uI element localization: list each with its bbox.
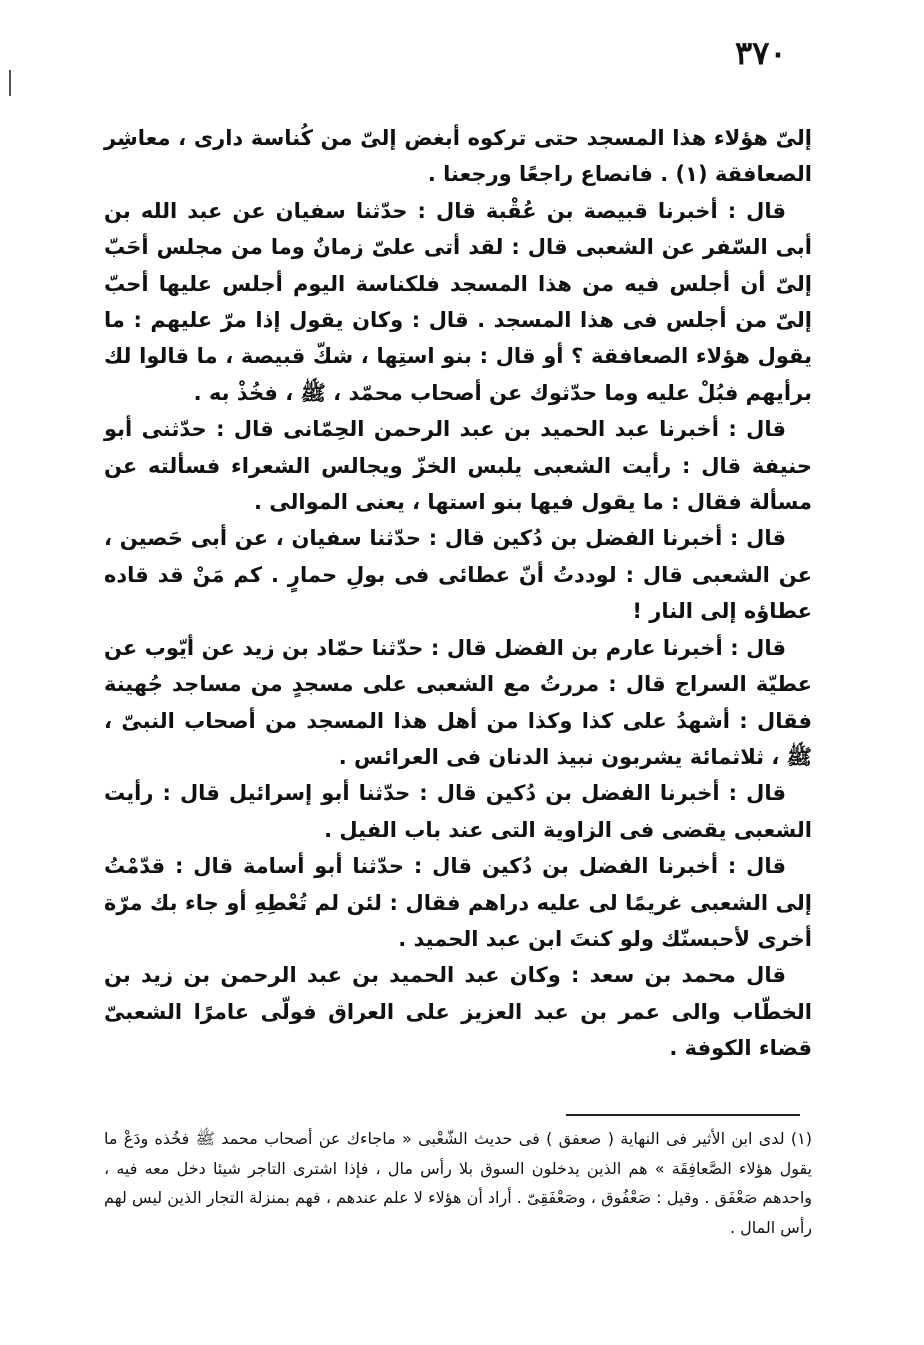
paragraph-himmani: قال : أخبرنا عبد الحميد بن عبد الرحمن الحِمّانى قال : حدّثنى أبو حنيفة قال : رأيت الشعبى يلبس الخزّ ويجالس الشعراء فسألته عن مسألة فقال : ما يقول فيها بنو استها ، يعنى الموالى . [104, 417, 812, 515]
footnote-text: (١) لدى ابن الأثير فى النهاية ( صعفق ) فى حديث الشّعْبى « ماجاءك عن أصحاب محمد ﷺ فخُذه ودَعْ ما يقول هؤلاء الصَّعافِقَة » هم الذين يدخلون السوق بلا رأس مال ، فإذا اشترى التاجر شيئا دخل معه فيه ، واحدهم صَعْفَق . وقيل : صَعْفُوق ، وصَعْفَقِىّ . أراد أن هؤلاء لا علم عندهم ، فهم بمنزلة التجار الذين ليس لهم رأس المال . [104, 1129, 812, 1237]
page-number: ٣٧٠ [735, 34, 787, 72]
paragraph-fadl-usama: قال : أخبرنا الفضل بن دُكين قال : حدّثنا أبو أسامة قال : قدّمْتُ إلى الشعبى غريمًا لى عليه دراهم فقال : لئن لم تُعْطِهِ أو جاء بك مرّة أخرى لأحبسنّك ولو كنتَ ابن عبد الحميد . [104, 854, 812, 951]
scan-edge-mark [9, 70, 11, 96]
main-text [104, 120, 812, 1067]
paragraph-fadl-israil: قال : أخبرنا الفضل بن دُكين قال : حدّثنا أبو إسرائيل قال : رأيت الشعبى يقضى فى الزاوية التى عند باب الفيل . [104, 781, 812, 842]
paragraph-continuation: إلىّ هؤلاء هذا المسجد حتى تركوه أبغض إلىّ من كُناسة دارى ، معاشِر الصعافقة (١) . فانصاع راجعًا ورجعنا . [104, 126, 812, 187]
paragraph-arim: قال : أخبرنا عارم بن الفضل قال : حدّثنا حمّاد بن زيد عن أيّوب عن عطيّة السراج قال : مررتُ مع الشعبى على مسجدٍ من مساجد جُهينة فقال : أشهدُ على كذا وكذا من أهل هذا المسجد من أصحاب النبىّ ، ﷺ ، ثلاثمائة يشربون نبيذ الدنان فى العرائس . [104, 635, 812, 769]
footnote [104, 1124, 812, 1242]
paragraph-qabisa: قال : أخبرنا قبيصة بن عُقْبة قال : حدّثنا سفيان عن عبد الله بن أبى السّفر عن الشعبى قال : لقد أتى علىّ زمانٌ وما من مجلس أحَبّ إلىّ أن أجلس فيه من هذا المسجد فلكناسة اليوم أجلس عليها أحبّ إلىّ من أجلس فى هذا المسجد . قال : وكان يقول إذا مرّ عليهم : ما يقول هؤلاء الصعافقة ؟ أو قال : بنو استِها ، شكّ قبيصة ، ما قالوا لك برأيهم فبُلْ عليه وما حدّثوك عن أصحاب محمّد ، ﷺ ، فخُذْ به . [104, 198, 812, 405]
footnote-divider [566, 1114, 800, 1116]
paragraph-fadl-sufyan: قال : أخبرنا الفضل بن دُكين قال : حدّثنا سفيان ، عن أبى حَصين ، عن الشعبى قال : لوددتُ أنّ عطائى فى بولِ حمارٍ . كم مَنْ قد قاده عطاؤه إلى النار ! [104, 526, 812, 624]
paragraph-ibn-sad: قال محمد بن سعد : وكان عبد الحميد بن عبد الرحمن بن زيد بن الخطّاب والى عمر بن عبد العزيز على العراق فولّى عامرًا الشعبىّ قضاء الكوفة . [104, 963, 812, 1061]
